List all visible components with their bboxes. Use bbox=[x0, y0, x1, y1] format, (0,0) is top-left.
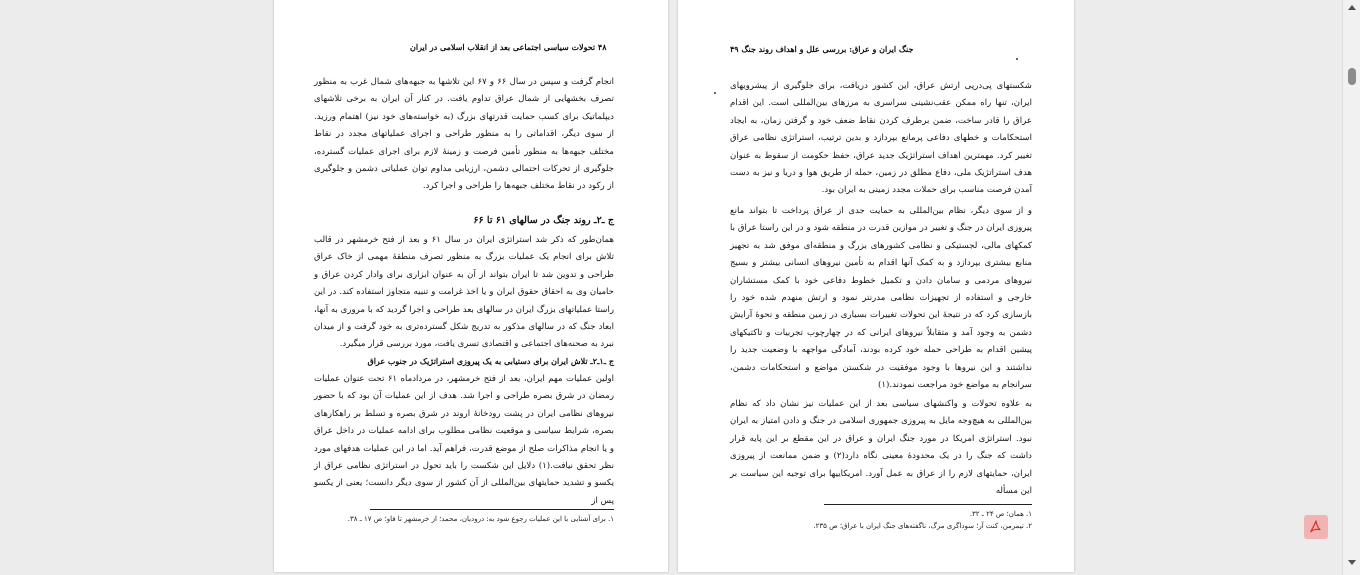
right-paragraph-3: به علاوه تحولات و واکنشهای سیاسی بعد از این عملیات نیز نشان داد که نظام بین‌المللی به هیچ‌وجه مایل به پیروزی جمهوری اسلامی در جنگ و دادن امتیاز به ایران نبود. استراتژی امریکا در مورد جنگ ایران و عراق در این مقطع بر این پایه قرار داشت که جنگ را در یک محدودهٔ معینی نگاه دارد(۲) و ضمن ممانعت از پیروزی ایران، حمایتهای لازم را از عراق به عمل آورد. امریکاییها برای توجیه این سیاست بر این مسأله bbox=[730, 399, 1032, 497]
page-header-right-text: جنگ ایران و عراق: بررسی علل و اهداف روند جنگ ۴۹ bbox=[730, 44, 914, 54]
right-paragraph-1: شکستهای پی‌درپی ارتش عراق، این کشور دریافت، برای جلوگیری از پیشرویهای ایران، تنها راه ممکن عقب‌نشینی سراسری به مرزهای بین‌المللی است. این اقدام عراق را قادر ساخت، ضمن برطرف کردن نقاط ضعف خود و گرفتن زمان، به ایجاد استحکامات و خطهای دفاعی پرمانع بپردازد و بدین ترتیب، استراتژی نظامی عراق تغییر کرد. مهمترین اهداف استراتژیک جدید عراق، حفظ حکومت از سقوط به عنوان هدف استراتژیک ملی، دفاع مطلق در زمین، حمله از طریق هوا و دریا و نیز به دست آمدن فرصت مناسب برای حملات مجدد زمینی به ایران بود. bbox=[730, 81, 1032, 196]
left-footnote-1: ۱. برای آشنایی با این عملیات رجوع شود به: درودیان، محمد؛ از خرمشهر تا فاو؛ ص ۱۷ ـ ۳۸. bbox=[347, 515, 614, 523]
right-footnote-1: ۱. همان؛ ص ۲۴ ـ ۳۲. bbox=[969, 510, 1032, 518]
acrobat-icon bbox=[1308, 519, 1324, 535]
vertical-scrollbar[interactable] bbox=[1342, 0, 1360, 575]
scrollbar-thumb[interactable] bbox=[1348, 68, 1356, 85]
left-paragraph-3: اولین عملیات مهم ایران، بعد از فتح خرمشهر، در مردادماه ۶۱ تحت عنوان عملیات رمضان در شرق بصره طراحی و اجرا شد. هدف از این عملیات آن بود که با حضور نیروهای نظامی ایران در پشت رودخانهٔ اروند در شرق بصره و تسلط بر راهکارهای بصره، شرایط سیاسی و موقعیت نظامی مطلوب برای ادامه عملیات در داخل عراق و یا انجام مذاکرات صلح از موضع قدرت، فراهم آید. اما در این عملیات هدفهای مورد نظر تحقق نیافت.(۱) دلایل این شکست را باید تحول در استراتژی نظامی عراق از یکسو و تشدید حمایتهای بین‌المللی از آن کشور از سوی دیگر دانست؛ یعنی از یکسو پس از bbox=[314, 374, 614, 506]
right-paragraph-2: و از سوی دیگر، نظام بین‌المللی به حمایت جدی از عراق پرداخت تا بتواند مانع پیروزی ایران در جنگ و تغییر در موازین قدرت در منطقه شود و در این راستا عراق با کمکهای مالی، لجستیکی و نظامی کشورهای بزرگ و منطقه‌ای موفق شد به تجهیز منابع بیشتری بپردازد و به کمک آنها اقدام به تأمین نیروهای انسانی بیشتر و بسیج نیروهای مردمی و سامان دادن و تکمیل خطوط دفاعی خود با کمک مستشاران خارجی و استفاده از تجهیزات نظامی مدرنتر نمود و ارتش منهدم شده خود را بازسازی کرد که در نتیجهٔ این تحولات تغییرات بسیاری در زمین منطقه و نحوهٔ آرایش دشمن به وجود آمد و متقابلاً نیروهای ایرانی که در چهارچوب تجربیات و تاکتیکهای پیشین اقدام به طراحی حمله خود کرده بودند، آمادگی مواجهه با وضعیت جدید را نداشتند و این نیروها با وجود موفقیت در شکستن مواضع و استحکامات دشمن، سرانجام به مواضع خود مراجعت نمودند.(۱) bbox=[730, 206, 1032, 391]
page-header-right bbox=[730, 44, 913, 54]
left-subsection-heading: ج ـ۱ـ۲ـ تلاش ایران برای دستیابی به یک پیروزی استراتژیک در جنوب عراق bbox=[367, 356, 614, 366]
acrobat-button[interactable] bbox=[1304, 515, 1328, 539]
right-footnote-2: ۲. تیمرمن، کنت آر؛ سوداگری مرگ، ناگفته‌های جنگ ایران با عراق؛ ص ۲۳۵. bbox=[813, 522, 1032, 530]
scroll-up-arrow-icon[interactable] bbox=[1348, 5, 1356, 10]
left-paragraph-2: همان‌طور که ذکر شد استراتژی ایران در سال ۶۱ و بعد از فتح خرمشهر در قالب تلاش برای انجام یک عملیات بزرگ به منظور تصرف منطقهٔ مهمی از خاک عراق طراحی و تدوین شد تا ایران بتواند از آن به عنوان ابزاری برای وادار کردن عراق و حامیان وی به احقاق حقوق ایران و یا اخذ غرامت و تنبیه متجاوز استفاده کند. در این راستا عملیاتهای بزرگ ایران در سالهای بعد طراحی و اجرا گردید که با مروری به آنها، ابعاد جنگ که در سالهای مذکور به تدریج شکل گسترده‌تری به خود گرفت و از میدان نبرد به صحنه‌های اجتماعی و اقتصادی تسری یافت، مورد بررسی قرار میگیرد. bbox=[314, 235, 614, 350]
pdf-page-49 bbox=[678, 0, 1074, 572]
footnote-divider-left bbox=[370, 509, 614, 510]
left-section-heading: ج ـ۲ـ روند جنگ در سالهای ۶۱ تا ۶۶ bbox=[473, 215, 614, 226]
left-paragraph-1: انجام گرفت و سپس در سال ۶۶ و ۶۷ این تلاشها به جبهه‌های شمال غرب به منظور تصرف بخشهایی از شمال عراق تداوم یافت. در کنار آن ایران به برخی تلاشهای دیپلماتیک برای کسب حمایت قدرتهای بزرگ (به خواسته‌های خود نیز) اهتمام ورزید. از سوی دیگر، اقداماتی را به منظور طراحی و اجرای عملیاتهای مجدد در نقاط مختلف جبهه‌ها به منظور تأمین فرصت و زمینهٔ لازم برای اجرای عملیات گسترده، جلوگیری از تحرکات احتمالی دشمن، ارزیابی مداوم توان عملیاتی دشمن و جلوگیری از رکود در نقاط مختلف جبهه‌ها را طراحی و اجرا کرد. bbox=[314, 77, 614, 192]
footnote-divider-right bbox=[824, 504, 1032, 505]
scan-dot bbox=[1016, 58, 1018, 60]
pdf-page-48 bbox=[274, 0, 668, 572]
page-header-left-text: ۴۸ تحولات سیاسی اجتماعی بعد از انقلاب اسلامی در ایران bbox=[410, 42, 607, 52]
scroll-down-arrow-icon[interactable] bbox=[1348, 560, 1356, 565]
page-header-left bbox=[410, 42, 607, 52]
scan-dot bbox=[714, 92, 716, 94]
